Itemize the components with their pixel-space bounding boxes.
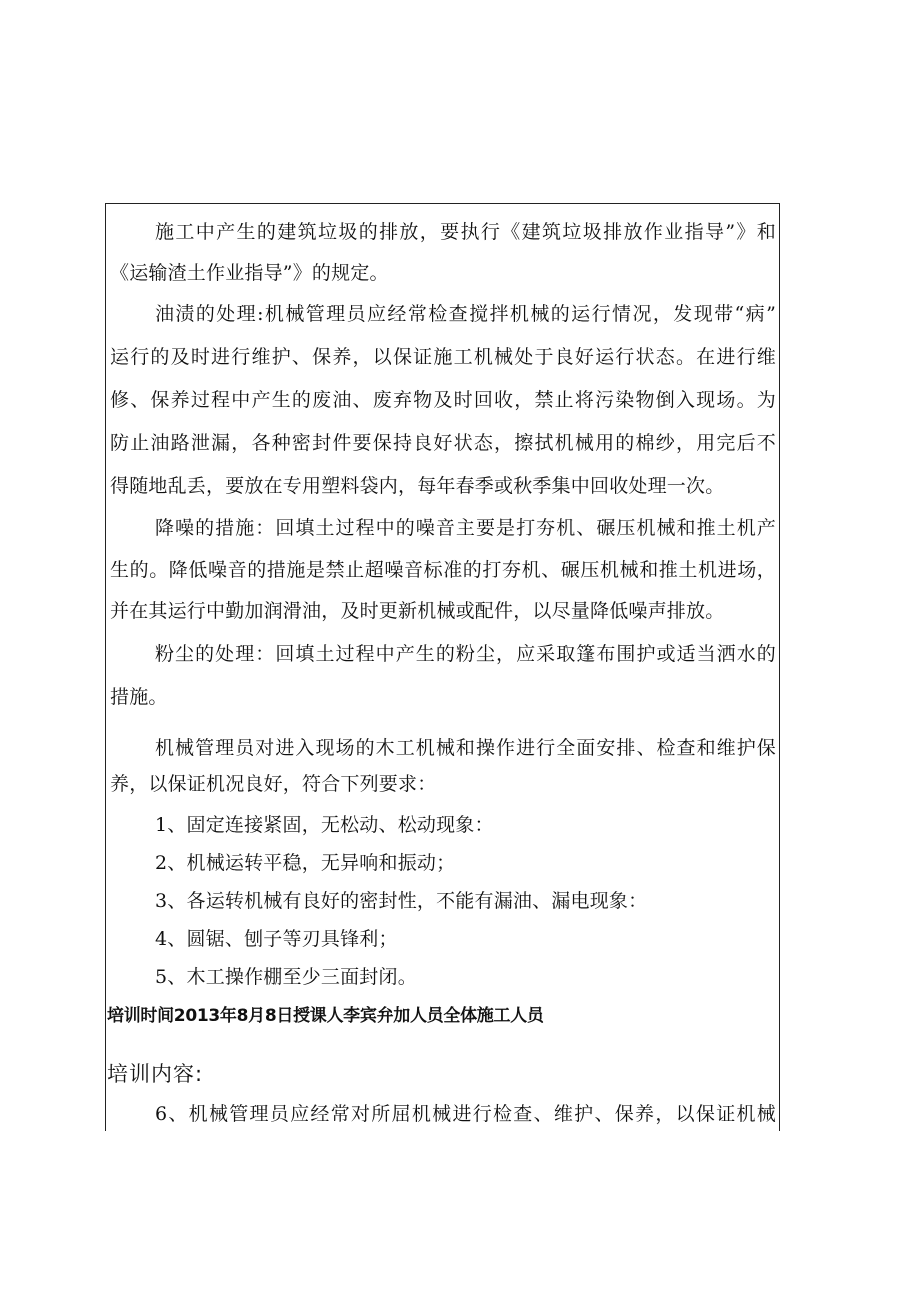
paragraph-oil-line-5: 得随地乱丢，要放在专用塑料袋内，每年春季或秋季集中回收处理一次。: [110, 475, 725, 497]
paragraph-dust-line-1: 粉尘的处理：回填土过程中产生的粉尘，应采取篷布围护或适当洒水的: [155, 643, 776, 665]
requirement-item-1: 1、固定连接紧固，无松动、松动现象：: [155, 814, 494, 836]
requirement-item-4: 4、圆锯、刨子等刃具锋利；: [155, 928, 398, 950]
content-table-frame: [105, 203, 780, 1131]
paragraph-noise-line-2: 生的。降低噪音的措施是禁止超噪音标准的打夯机、碾压机械和推土机进场，: [110, 559, 776, 581]
requirement-item-6: 6、机械管理员应经常对所屈机械进行检查、维护、保养，以保证机械: [155, 1103, 776, 1125]
paragraph-oil-line-3: 修、保养过程中产生的废油、废弃物及时回收，禁止将污染物倒入现场。为: [110, 389, 776, 411]
paragraph-dust-line-2: 措施。: [110, 686, 168, 708]
paragraph-oil-line-2: 运行的及时进行维护、保养，以保证施工机械处于良好运行状态。在进行维: [110, 346, 776, 368]
training-info-line: 培训时间2013年8月8日授课人李宾弁加人员全体施工人员: [107, 1006, 544, 1026]
paragraph-oil-line-1: 油渍的处理:机械管理员应经常检查搅拌机械的运行情况，发现带“病”: [155, 303, 776, 325]
requirement-item-3: 3、各运转机械有良好的密封性，不能有漏油、漏电现象：: [155, 890, 648, 912]
requirement-item-2: 2、机械运转平稳，无异响和振动；: [155, 852, 456, 874]
paragraph-garbage-line-1: 施工中产生的建筑垃圾的排放，要执行《建筑垃圾排放作业指导”》和: [155, 221, 776, 243]
paragraph-oil-line-4: 防止油路泄漏，各种密封件要保持良好状态，擦拭机械用的棉纱，用完后不: [110, 432, 776, 454]
paragraph-garbage-line-2: 《运输渣土作业指导”》的规定。: [110, 262, 389, 284]
paragraph-noise-line-1: 降噪的措施：回填土过程中的噪音主要是打夯机、碾压机械和推土机产: [155, 517, 776, 539]
training-content-heading: 培训内容:: [107, 1062, 204, 1086]
paragraph-noise-line-3: 并在其运行中勤加润滑油，及时更新机械或配件，以尽量降低噪声排放。: [110, 600, 725, 622]
paragraph-machine-line-2: 养，以保证机况良好，符合下列要求：: [110, 773, 437, 795]
requirement-item-5: 5、木工操作棚至少三面封闭。: [155, 966, 417, 988]
paragraph-machine-line-1: 机械管理员对进入现场的木工机械和操作进行全面安排、检查和维护保: [155, 737, 776, 759]
